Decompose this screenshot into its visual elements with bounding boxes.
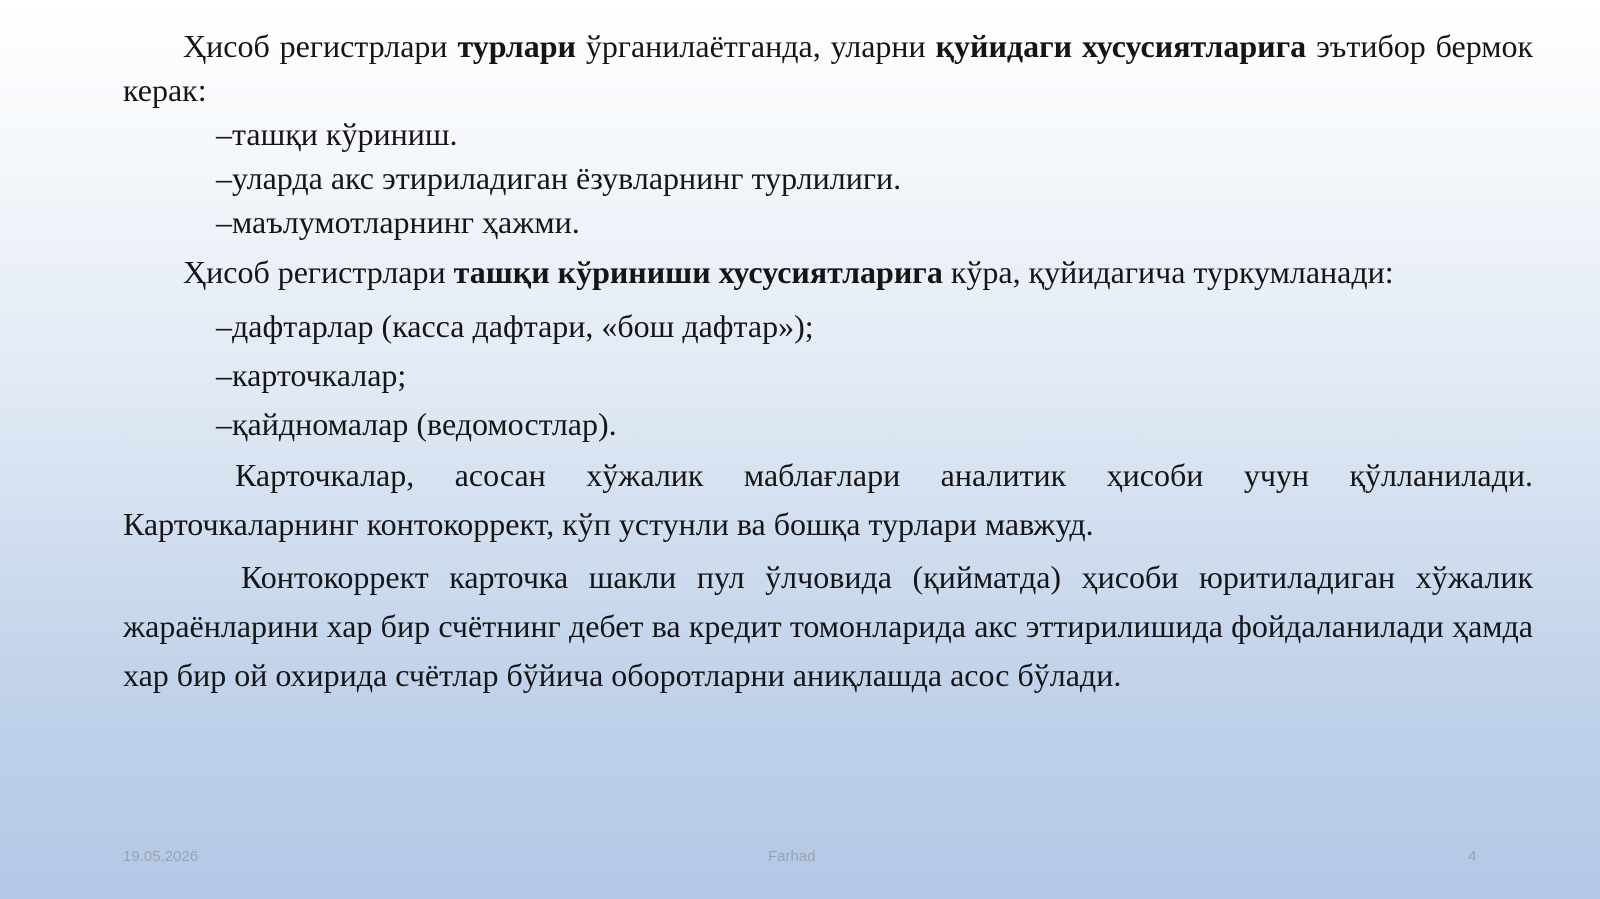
footer-date: 19.05.2026 (123, 848, 199, 865)
paragraph-appearance (123, 248, 1533, 297)
paragraph-appearance-text-2: кўра, қуйидагича туркумланади: (942, 254, 1394, 290)
list-item: –дафтарлар (касса дафтари, «бош дафтар»); (216, 308, 814, 344)
paragraph-contocorrect: Контокоррект карточка шакли пул ўлчовида (қийматда) ҳисоби юритиладиган хўжалик жараёнларини хар бир счётнинг дебет ва кредит томонларида акс эттирилишида фойдаланилади ҳамда хар бир ой охирида счётлар бўйича оборотларни аниқлашда асос бўлади. (123, 559, 1533, 693)
list-item: –қайдномалар (ведомостлар). (216, 406, 617, 442)
list-item: –маълумотларнинг ҳажми. (216, 204, 580, 240)
paragraph-intro-text-2: ўрганилаётганда, уларни (575, 28, 936, 64)
paragraph-appearance-text: Ҳисоб регистрлари (183, 254, 454, 290)
paragraph-cards: Карточкалар, асосан хўжалик маблағлари аналитик ҳисоби учун қўлланилади. Карточкаларнинг контокоррект, кўп устунли ва бошқа турлари мавжуд. (123, 457, 1533, 542)
paragraph-intro-text: Ҳисоб регистрлари (183, 28, 458, 64)
list-item: –уларда акс этириладиган ёзувларнинг турлилиги. (216, 160, 902, 196)
slide-number: 4 (1468, 848, 1477, 865)
paragraph-intro-text-3: эътибор бермок керак: (123, 28, 1534, 108)
list-item: –карточкалар; (216, 357, 407, 393)
footer-author: Farhad (768, 848, 816, 865)
paragraph-intro (123, 24, 1533, 112)
bold-term-types: турлари (457, 28, 576, 64)
bold-term-features: қуйидаги хусусиятларига (935, 28, 1307, 64)
bold-term-appearance: ташқи кўриниши хусусиятларига (453, 254, 943, 290)
list-item: –ташқи кўриниш. (216, 116, 458, 152)
slide-body (123, 24, 1533, 700)
